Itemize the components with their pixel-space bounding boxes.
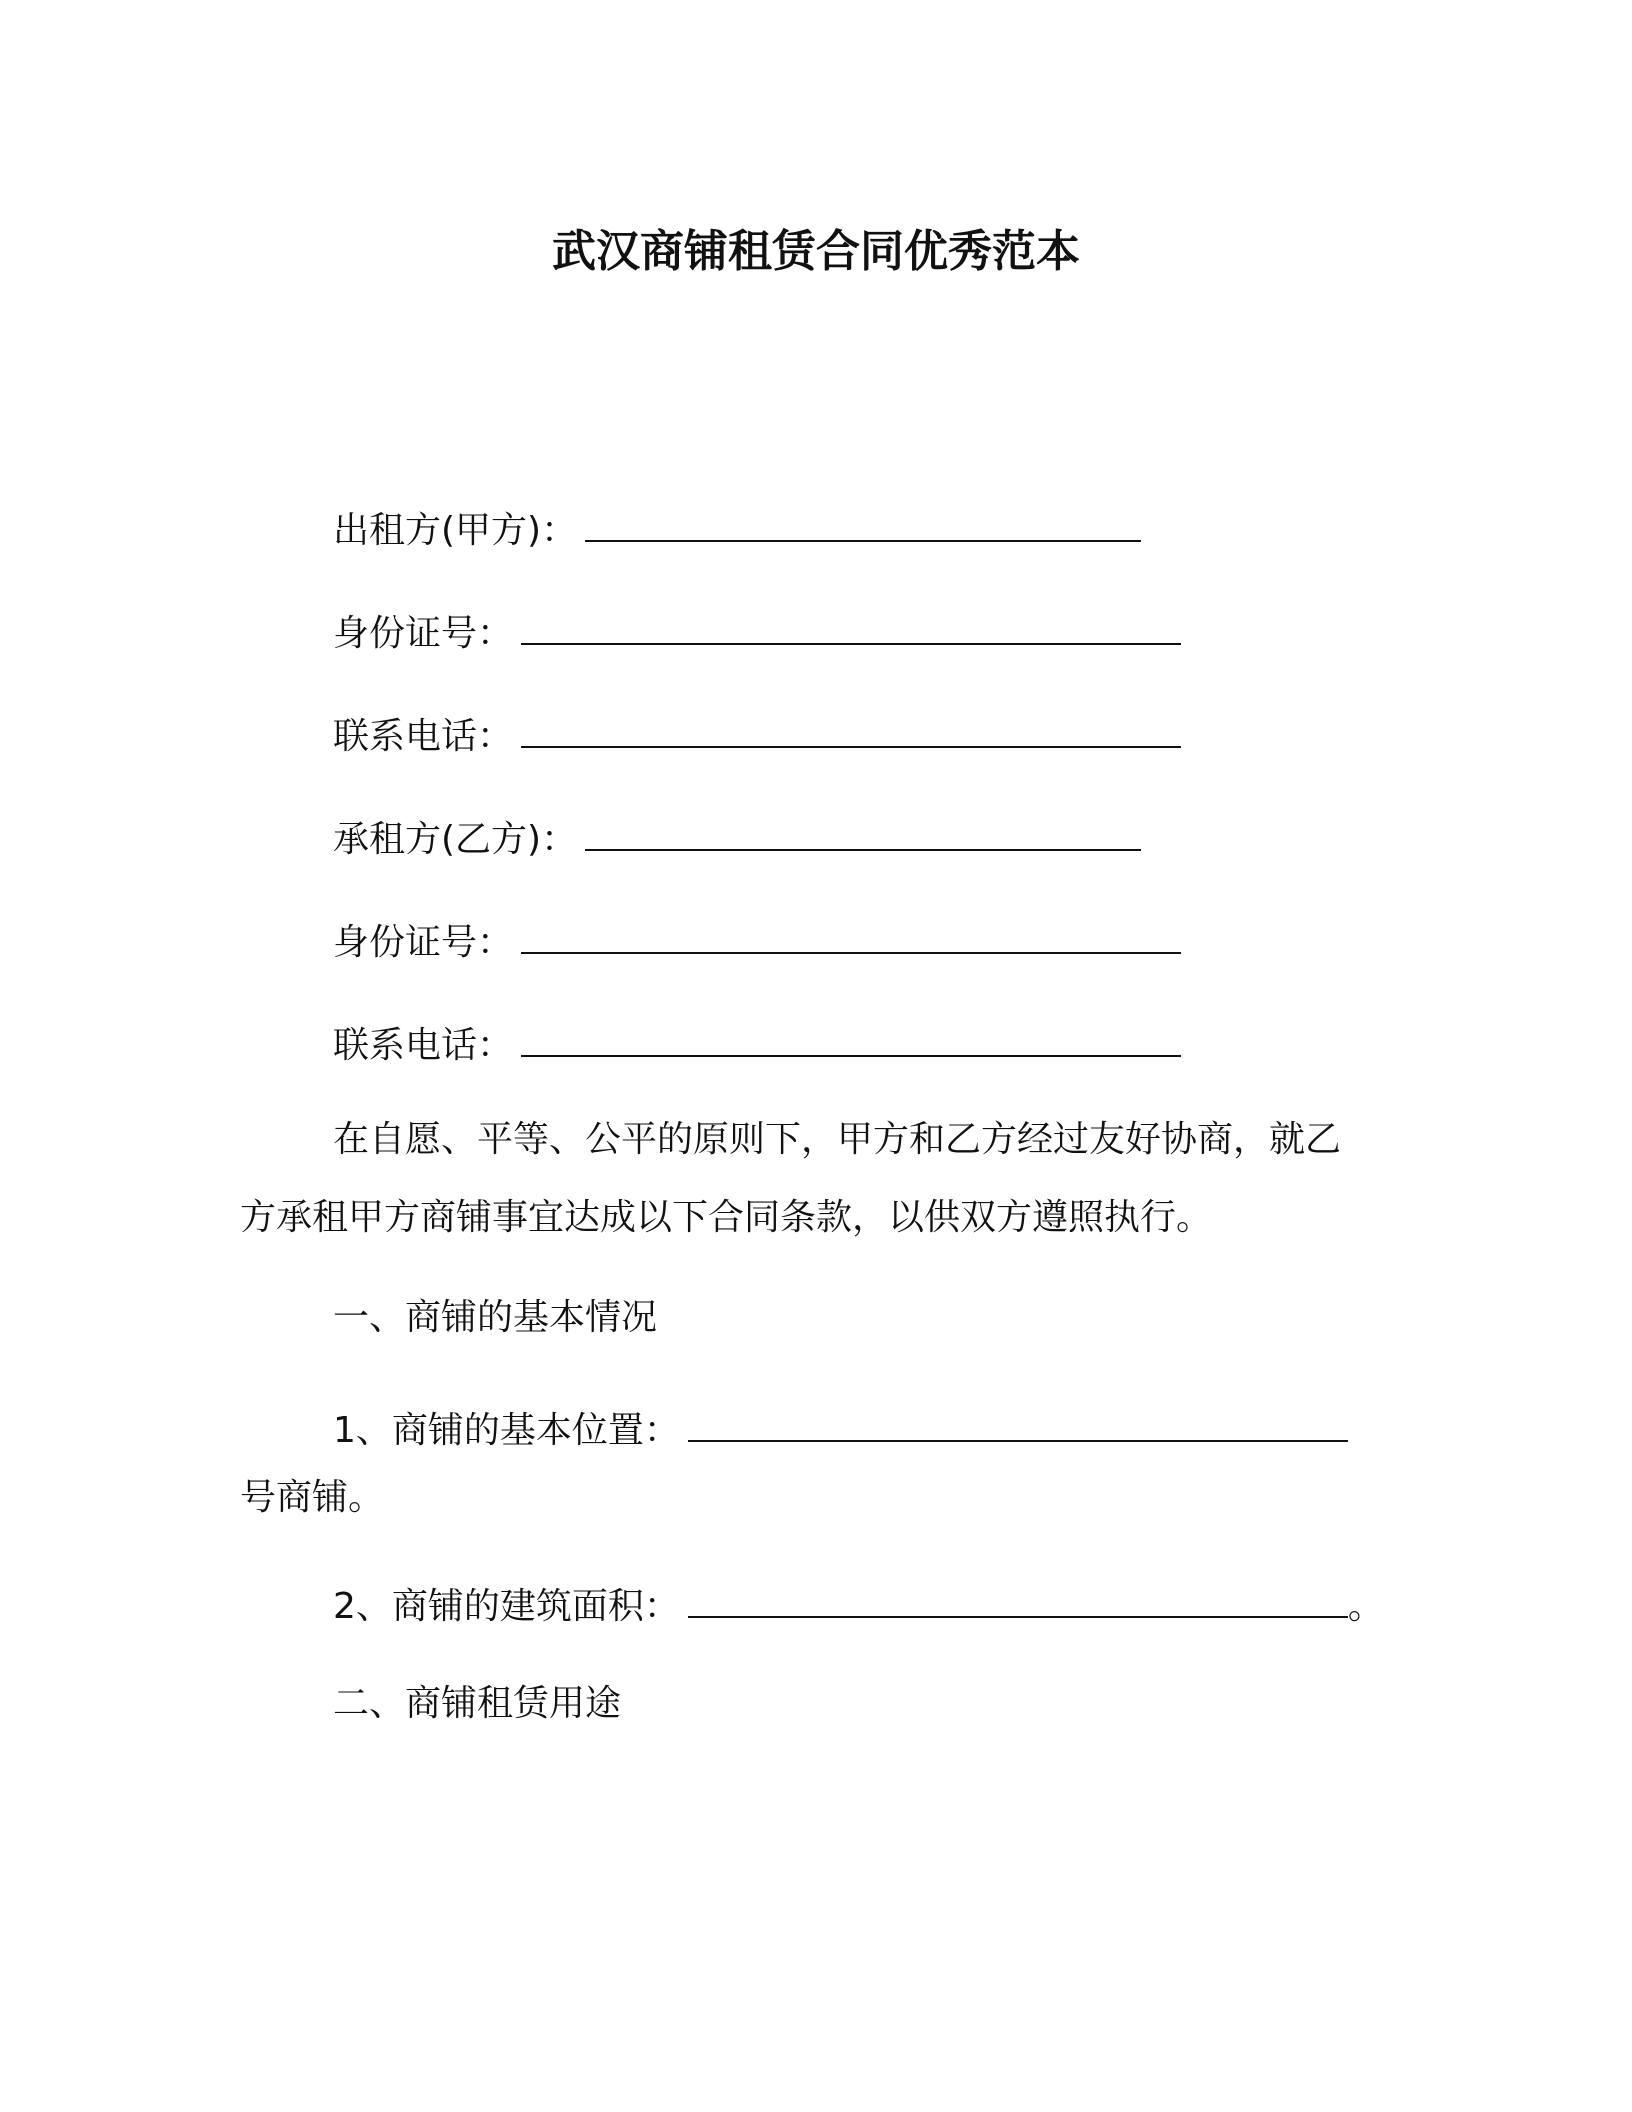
- section-heading-1: 一、商铺的基本情况: [333, 1297, 658, 1338]
- field-label: 身份证号：: [333, 922, 514, 963]
- fill-in-blank[interactable]: [688, 1578, 1348, 1618]
- field-label: 身份证号：: [333, 613, 514, 654]
- item-1-line: [333, 1402, 1348, 1455]
- fill-in-blank[interactable]: [521, 914, 1181, 954]
- fill-in-blank[interactable]: [688, 1402, 1348, 1442]
- field-label: 出租方(甲方)：: [333, 510, 578, 551]
- lessee-phone-field: [333, 1017, 1181, 1070]
- lessor-phone-field: [333, 708, 1181, 761]
- item-1-suffix: 号商铺。: [240, 1477, 385, 1518]
- item-1-label: 1、商铺的基本位置：: [333, 1410, 680, 1451]
- field-label: 承租方(乙方)：: [333, 819, 578, 860]
- field-label: 联系电话：: [333, 1025, 514, 1066]
- fill-in-blank[interactable]: [521, 605, 1181, 645]
- lessee-id-field: [333, 914, 1181, 967]
- fill-in-blank[interactable]: [585, 811, 1141, 851]
- intro-paragraph-line-1: 在自愿、平等、公平的原则下，甲方和乙方经过友好协商，就乙: [333, 1119, 1342, 1160]
- section-heading-2: 二、商铺租赁用途: [333, 1683, 622, 1724]
- lessor-field: [333, 502, 1141, 555]
- intro-paragraph-line-2: 方承租甲方商铺事宜达成以下合同条款，以供双方遵照执行。: [240, 1197, 1213, 1238]
- fill-in-blank[interactable]: [585, 502, 1141, 542]
- item-2-line: [333, 1578, 1384, 1631]
- document-title: 武汉商铺租赁合同优秀范本: [552, 226, 1080, 277]
- lessor-id-field: [333, 605, 1181, 658]
- fill-in-blank[interactable]: [521, 1017, 1181, 1057]
- lessee-field: [333, 811, 1141, 864]
- item-2-label: 2、商铺的建筑面积：: [333, 1586, 680, 1627]
- field-label: 联系电话：: [333, 716, 514, 757]
- fill-in-blank[interactable]: [521, 708, 1181, 748]
- item-2-suffix: 。: [1347, 1586, 1384, 1627]
